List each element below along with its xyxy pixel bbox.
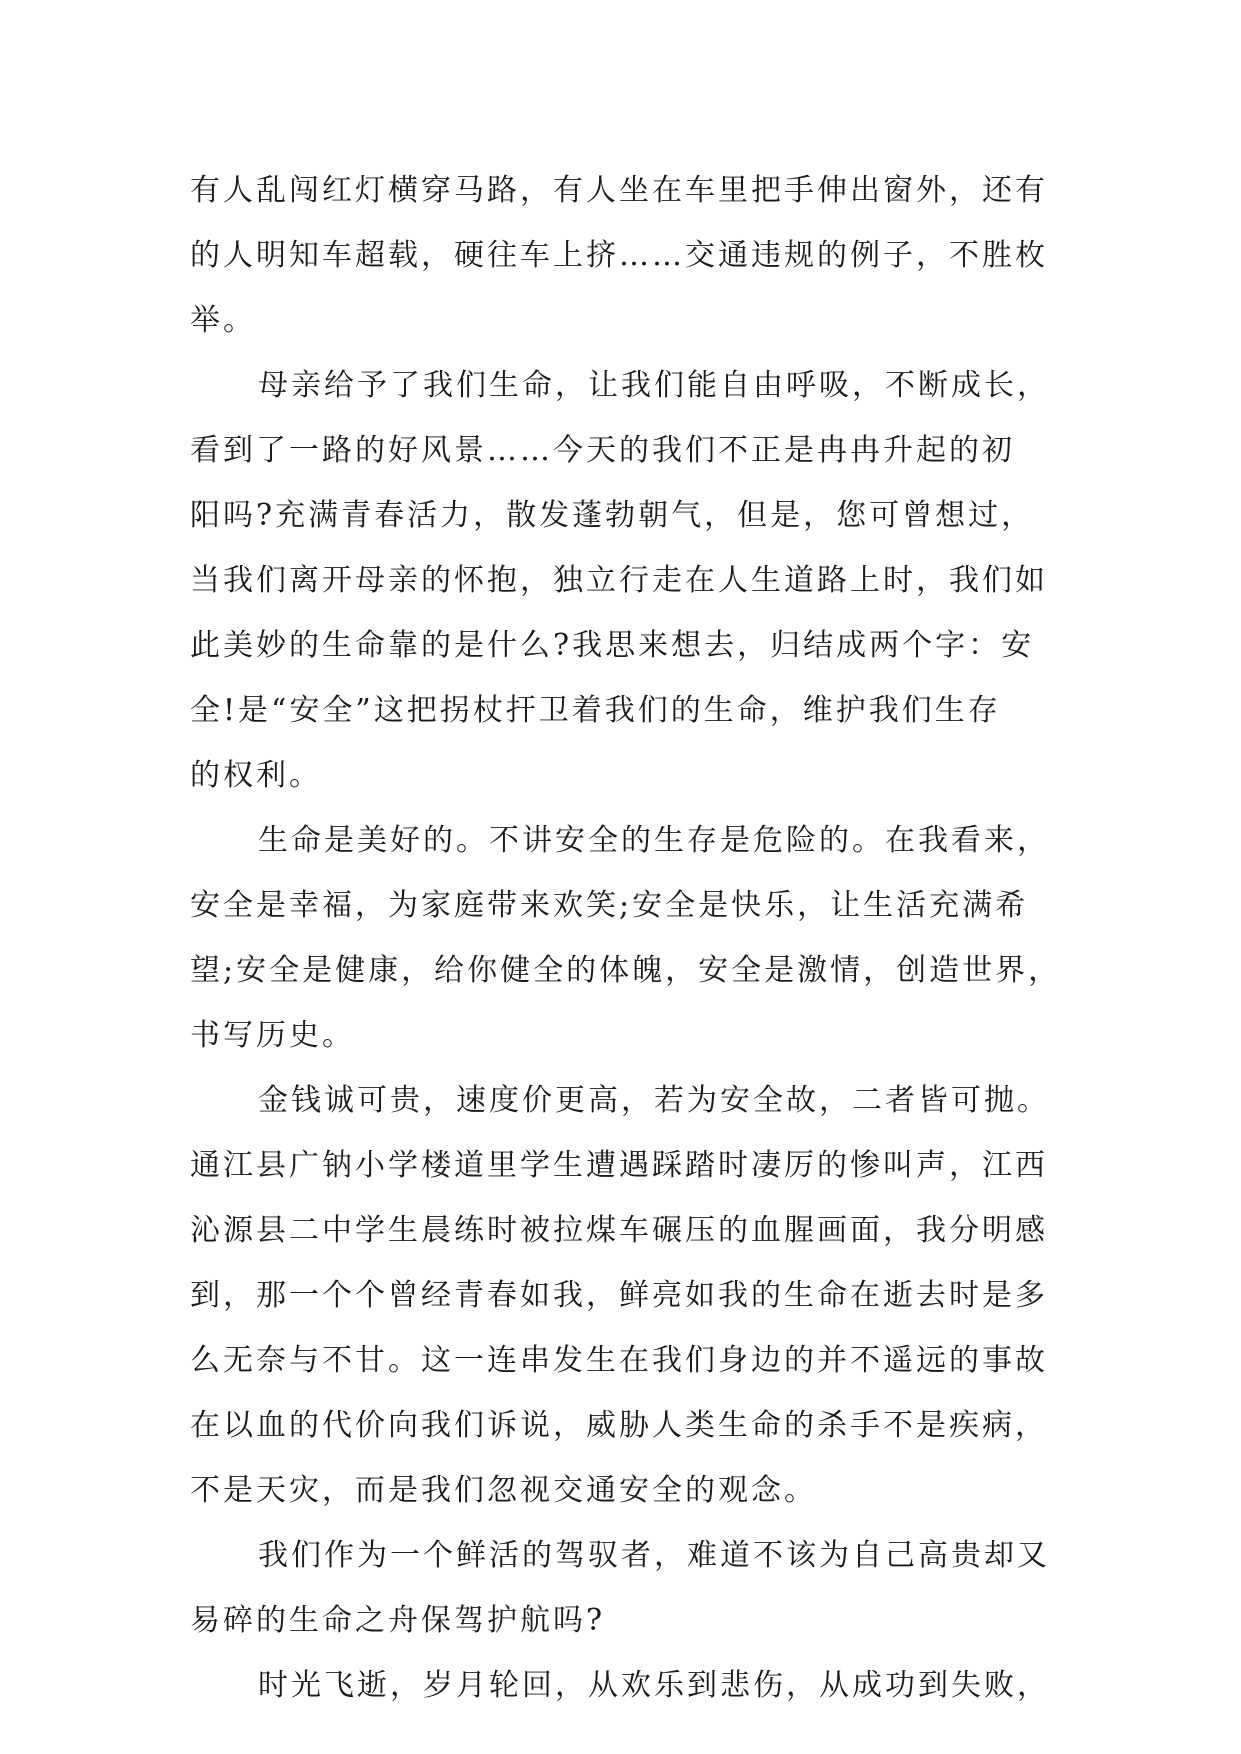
text-line: 母亲给予了我们生命，让我们能自由呼吸，不断成长，: [258, 368, 1050, 403]
text-line: 不是天灾，而是我们忽视交通安全的观念。: [190, 1473, 817, 1508]
text-line: 时光飞逝，岁月轮回，从欢乐到悲伤，从成功到失败，: [258, 1668, 1050, 1703]
text-line: 阳吗?充满青春活力，散发蓬勃朝气，但是，您可曾想过，: [190, 498, 1035, 533]
text-line: 全!是“安全”这把拐杖扞卫着我们的生命，维护我们生存: [190, 693, 1001, 728]
text-line: 通江县广钠小学楼道里学生遭遇踩踏时凄厉的惨叫声，江西: [190, 1148, 1048, 1183]
text-line: 的人明知车超载，硬往车上挤……交通违规的例子，不胜枚: [190, 238, 1048, 273]
text-line: 举。: [190, 303, 256, 338]
text-line: 易碎的生命之舟保驾护航吗?: [190, 1603, 606, 1638]
text-line: 么无奈与不甘。这一连串发生在我们身边的并不遥远的事故: [190, 1343, 1048, 1378]
text-line: 在以血的代价向我们诉说，威胁人类生命的杀手不是疾病，: [190, 1408, 1048, 1443]
text-line: 此美妙的生命靠的是什么?我思来想去，归结成两个字：安: [190, 628, 1035, 663]
text-line: 书写历史。: [190, 1018, 355, 1053]
text-line: 金钱诚可贵，速度价更高，若为安全故，二者皆可抛。: [258, 1083, 1050, 1118]
text-line: 我们作为一个鲜活的驾驭者，难道不该为自己高贵却又: [258, 1538, 1050, 1573]
text-line: 有人乱闯红灯横穿马路，有人坐在车里把手伸出窗外，还有: [190, 173, 1048, 208]
document-body: [190, 158, 1060, 1718]
text-line: 望;安全是健康，给你健全的体魄，安全是激情，创造世界，: [190, 953, 1062, 988]
text-line: 安全是幸福，为家庭带来欢笑;安全是快乐，让生活充满希: [190, 888, 1029, 923]
text-line: 的权利。: [190, 758, 322, 793]
text-line: 当我们离开母亲的怀抱，独立行走在人生道路上时，我们如: [190, 563, 1048, 598]
text-line: 到，那一个个曾经青春如我，鲜亮如我的生命在逝去时是多: [190, 1278, 1048, 1313]
text-line: 生命是美好的。不讲安全的生存是危险的。在我看来，: [258, 823, 1050, 858]
text-line: 看到了一路的好风景……今天的我们不正是冉冉升起的初: [190, 433, 1015, 468]
text-line: 沁源县二中学生晨练时被拉煤车碾压的血腥画面，我分明感: [190, 1213, 1048, 1248]
